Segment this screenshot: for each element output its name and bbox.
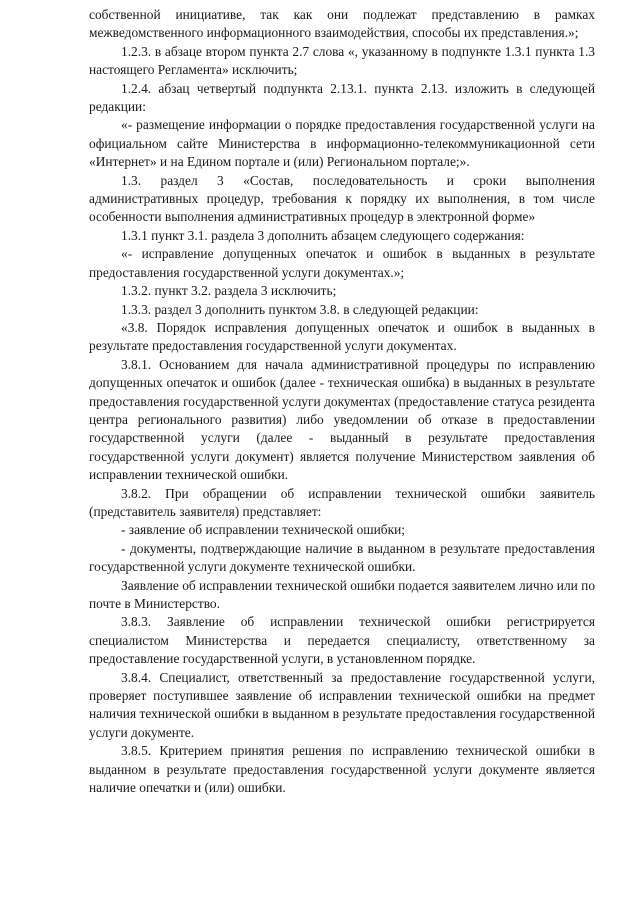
paragraph-1-2-3: 1.2.3. в абзаце втором пункта 2.7 слова «, указанному в подпункте 1.3.1 пункта 1.3 настоящего Регламента» исключить; [89, 43, 595, 78]
paragraph-quote-correction: «- исправление допущенных опечаток и ошибок в выданных в результате предоставления государственной услуги документах.»; [89, 246, 595, 280]
list-item-documents: - документы, подтверждающие наличие в выданном в результате предоставления государственной услуги документе технической ошибки. [89, 540, 595, 575]
paragraph-3-8-3: 3.8.3. Заявление об исправлении технической ошибки регистрируется специалистом Министерства и передается специалисту, ответственному за предоставление государственной услуги, в установленном порядке. [89, 614, 595, 667]
paragraph-3-8: «3.8. Порядок исправления допущенных опечаток и ошибок в выданных в результате предоставления государственной услуги документах. [89, 319, 595, 354]
paragraph-continuation: собственной инициативе, так как они подлежат представлению в рамках межведомственного информационного взаимодействия, способы их представления.»; [89, 7, 595, 41]
paragraph-3-8-2: 3.8.2. При обращении об исправлении технической ошибки заявитель (представитель заявителя) представляет: [89, 485, 595, 519]
paragraph-1-3-3: 1.3.3. раздел 3 дополнить пунктом 3.8. в следующей редакции: [121, 301, 479, 317]
paragraph-1-3-2: 1.3.2. пункт 3.2. раздела 3 исключить; [121, 283, 337, 299]
paragraph-quote-portal: «- размещение информации о порядке предоставления государственной услуги на официальном сайте Министерства в информационно-телекоммуникационной сети «Интернет» и на Едином портале и (или) Региональном портале;». [89, 117, 595, 170]
paragraph-1-3: 1.3. раздел 3 «Состав, последовательность и сроки выполнения административных процедур, требования к порядку их выполнения, в том числе особенности выполнения административных процедур в электронной форме» [89, 172, 595, 225]
paragraph-submission: Заявление об исправлении технической ошибки подается заявителем лично или по почте в Министерство. [89, 577, 596, 611]
paragraph-3-8-1: 3.8.1. Основанием для начала административной процедуры по исправлению допущенных опечаток и ошибок (далее - техническая ошибка) в выданных в результате предоставления государственной услуги документах (предоставление статуса резидента центра регионального развития) либо уведомлении об отказе в предоставлении государственной услуги (далее - выданный в результате предоставления государственной услуги документ) является получение Министерством заявления об исправлении технической ошибки. [89, 356, 595, 483]
list-item-application: - заявление об исправлении технической ошибки; [121, 522, 405, 538]
paragraph-1-3-1: 1.3.1 пункт 3.1. раздела 3 дополнить абзацем следующего содержания: [121, 227, 525, 243]
paragraph-3-8-5: 3.8.5. Критерием принятия решения по исправлению технической ошибки в выданном в результате предоставления государственной услуги документе является наличие опечатки и (или) ошибки. [89, 743, 595, 796]
document-page [89, 6, 595, 797]
paragraph-1-2-4: 1.2.4. абзац четвертый подпункта 2.13.1. пункта 2.13. изложить в следующей редакции: [89, 80, 595, 115]
paragraph-3-8-4: 3.8.4. Специалист, ответственный за предоставление государственной услуги, проверяет поступившее заявление об исправлении технической ошибки на предмет наличия технической ошибки в выданном в результате предоставления государственной услуги документе. [89, 669, 595, 740]
